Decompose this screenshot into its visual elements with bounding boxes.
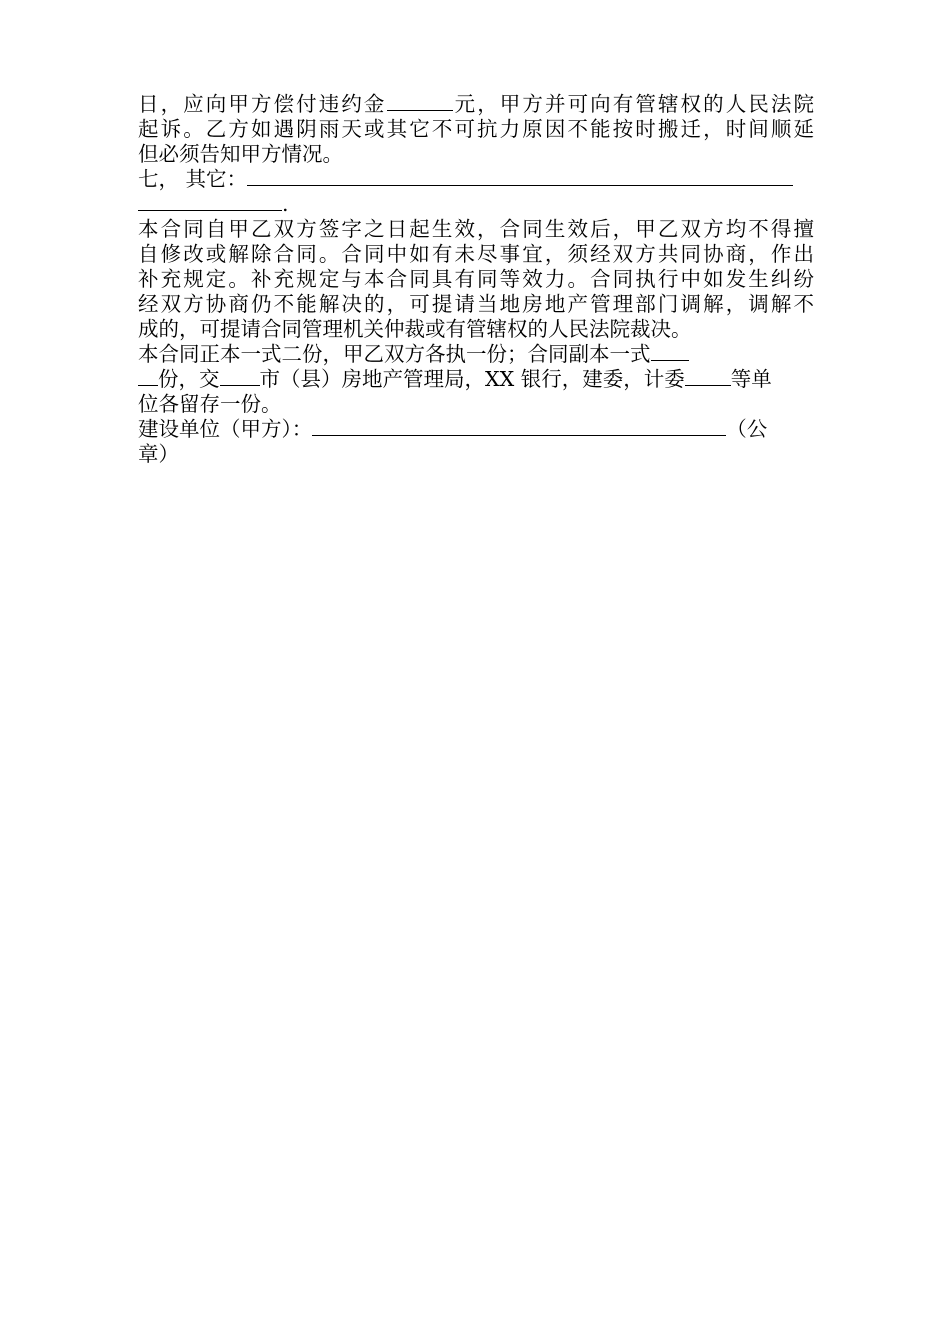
para2-line1: 本合同自甲乙双方签字之日起生效，合同生效后，甲乙双方均不得擅: [138, 217, 814, 241]
para1-line2: 起诉。乙方如遇阴雨天或其它不可抗力原因不能按时搬迁，时间顺延: [138, 117, 814, 141]
signature-line2: 章）: [138, 442, 179, 466]
signature-label: 建设单位（甲方）：: [138, 417, 313, 441]
text-segment: 元，甲方并可向有管辖权的人民法院: [452, 92, 814, 116]
para2-line5: 成的，可提请合同管理机关仲裁或有管辖权的人民法院裁决。: [138, 317, 692, 341]
para1-line3: 但必须告知甲方情况。: [138, 142, 343, 166]
copies-blank: [651, 342, 689, 361]
amount-blank: [387, 92, 453, 111]
text-segment: 本合同正本一式二份，甲乙双方各执一份；合同副本一式: [138, 342, 651, 366]
other-blank: [247, 167, 793, 186]
section7-label: 七， 其它：: [138, 167, 248, 191]
para3-line1: [138, 342, 814, 367]
para1-line1: [138, 92, 814, 117]
period: .: [282, 192, 289, 216]
text-segment: 市（县）房地产管理局，XX 银行，建委，计委: [259, 367, 685, 391]
text-segment: 等单: [730, 367, 772, 391]
para2-line4: 经双方协商仍不能解决的，可提请当地房地产管理部门调解，调解不: [138, 292, 814, 316]
text-segment: 日，应向甲方偿付违约金: [138, 92, 387, 116]
signature-line1: [138, 417, 814, 442]
section7-line1: [138, 167, 814, 192]
para3-line2: [138, 367, 814, 392]
copies-blank-cont: [138, 367, 158, 386]
text-segment: （公: [726, 417, 768, 441]
other-blank-cont: [138, 192, 282, 211]
para2-line2: 自修改或解除合同。合同中如有未尽事宜，须经双方共同协商，作出: [138, 242, 814, 266]
para3-line3: 位各留存一份。: [138, 392, 282, 416]
signature-blank: [312, 417, 726, 436]
text-segment: 份，交: [158, 367, 220, 391]
unit-blank: [685, 367, 731, 386]
section7-line2: [138, 192, 814, 217]
document-body: [138, 92, 814, 467]
city-blank: [220, 367, 260, 386]
para2-line3: 补充规定。补充规定与本合同具有同等效力。合同执行中如发生纠纷: [138, 267, 814, 291]
